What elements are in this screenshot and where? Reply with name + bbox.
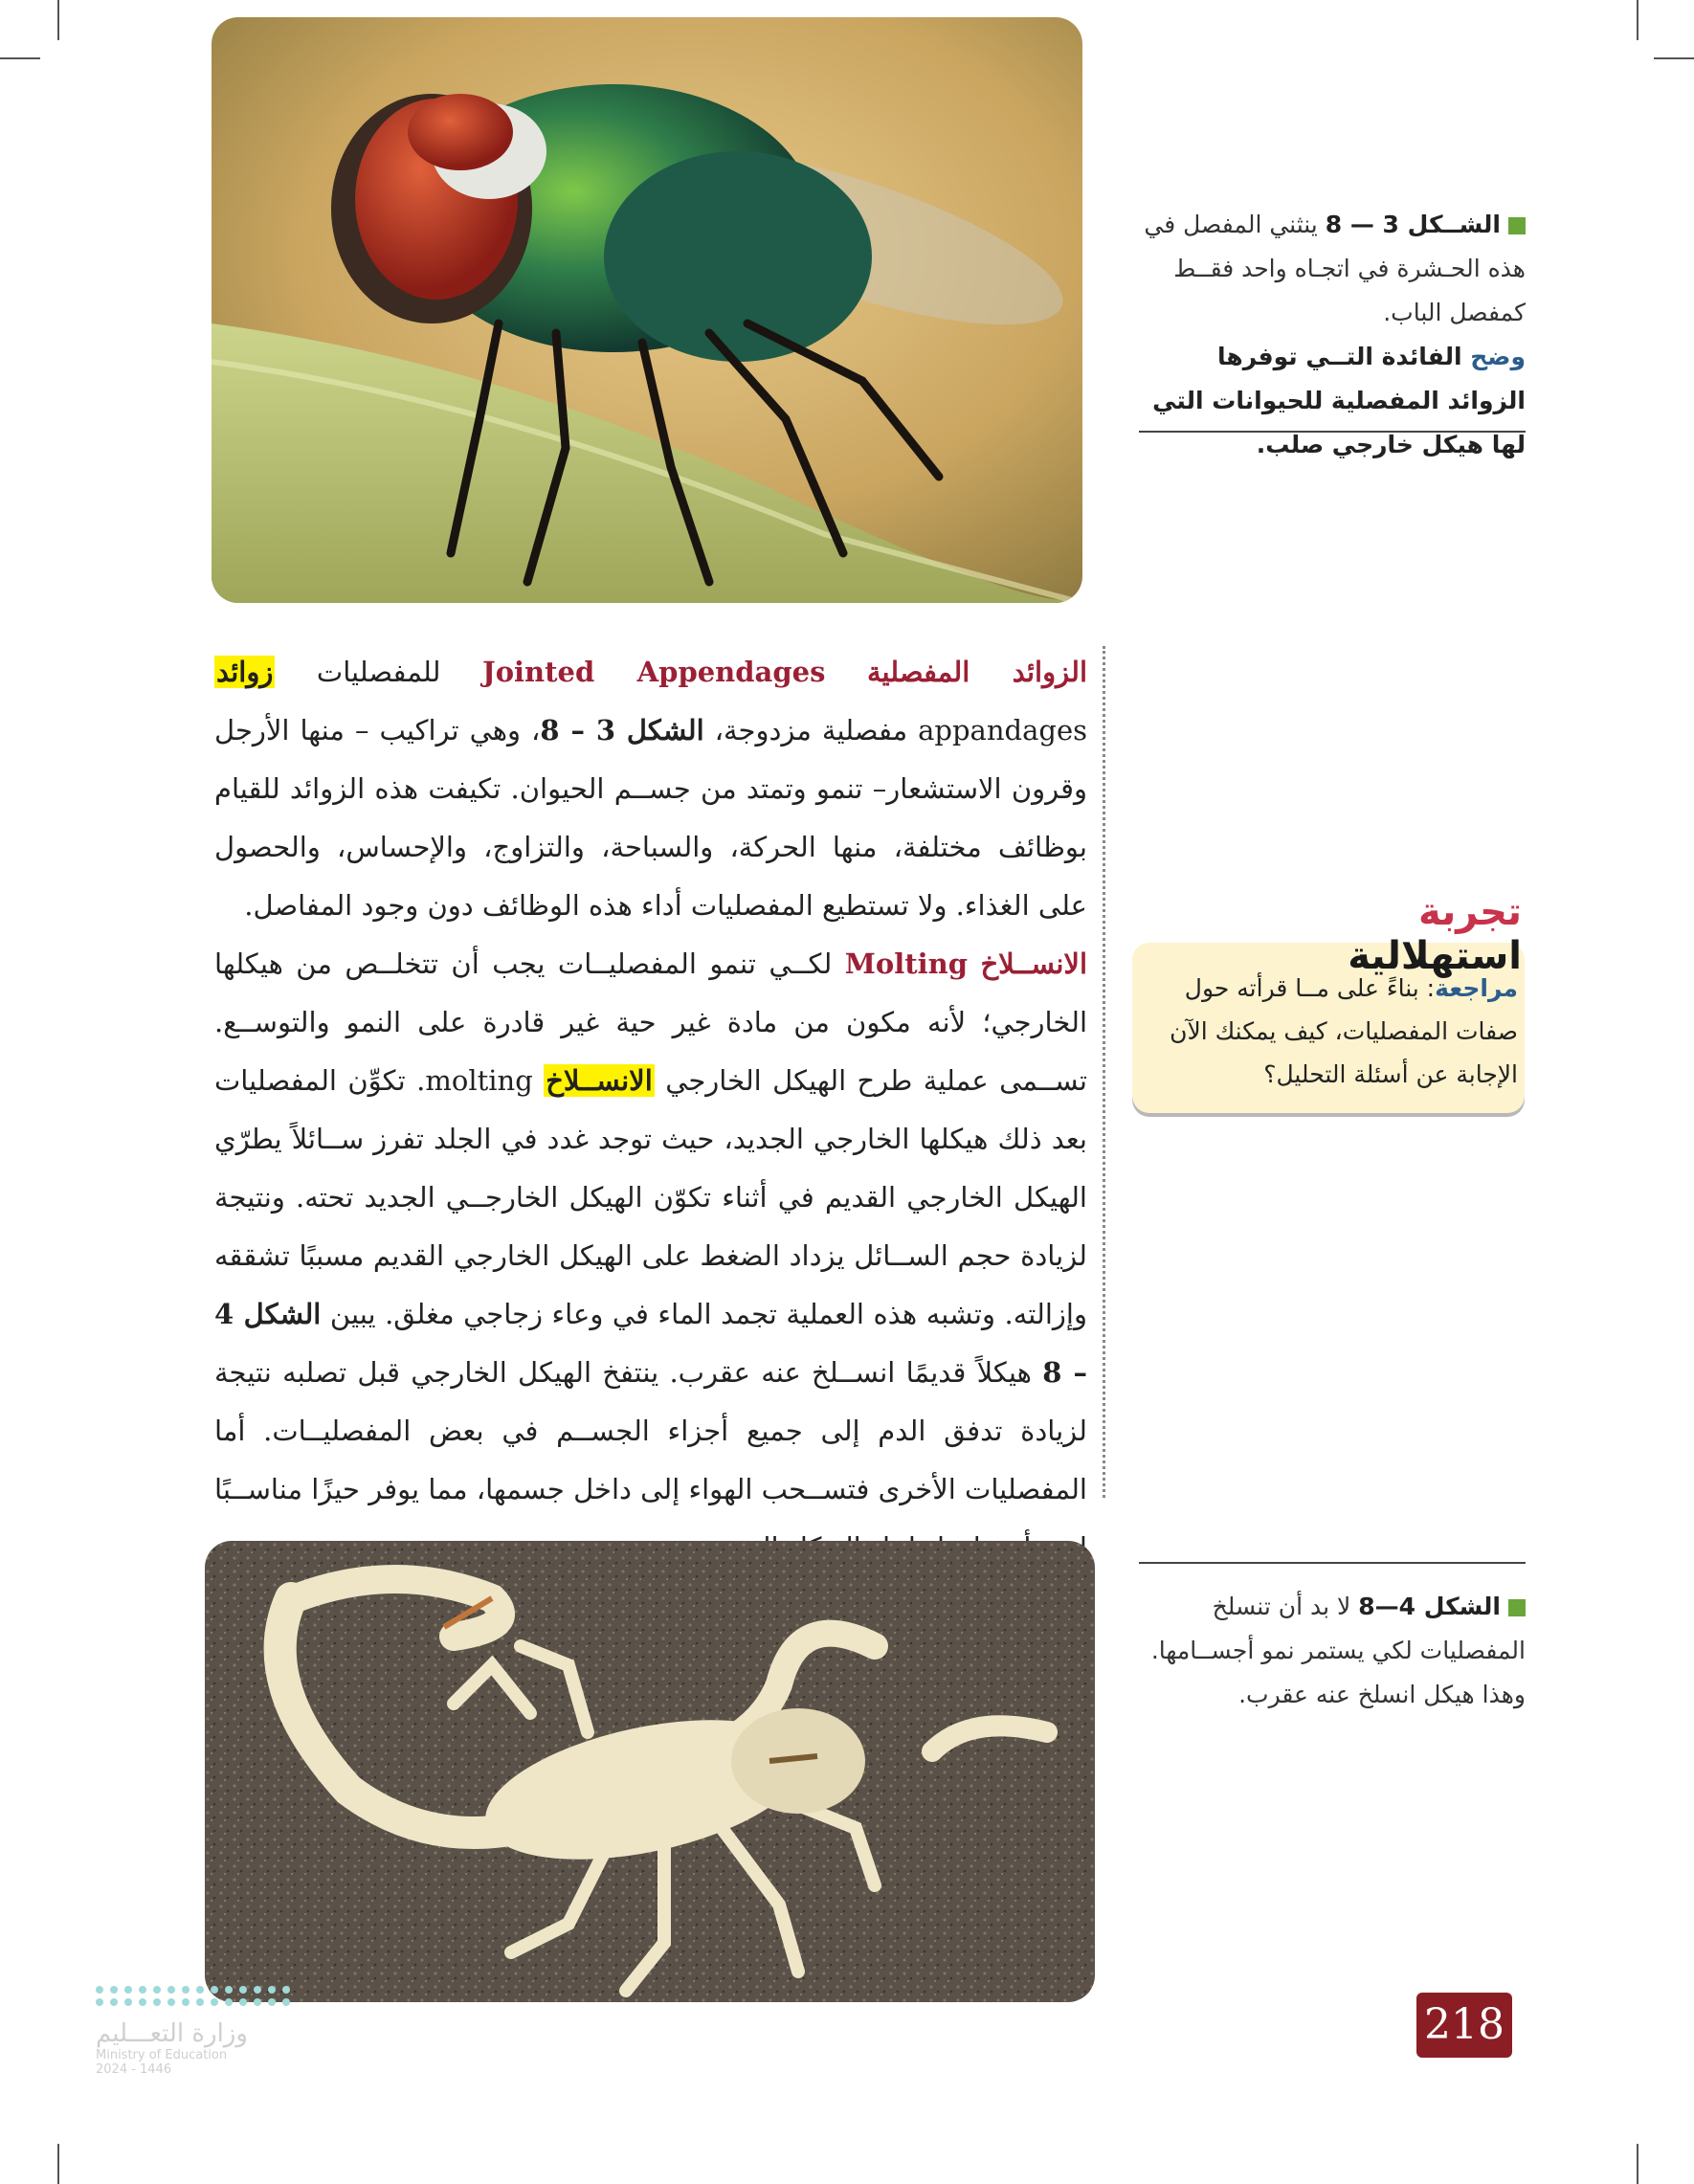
ministry-year: 2024 - 1446 [96, 2062, 172, 2077]
term-jointed-appendages-en: Jointed Appendages [481, 656, 826, 688]
crop-mark [1637, 2144, 1638, 2184]
experiment-title-part2: استهلالية [1348, 934, 1522, 978]
figure1-caption [1139, 203, 1526, 467]
experiment-title [1244, 890, 1522, 978]
figure1-label: الشــكل 3 — 8 [1325, 211, 1501, 238]
term-molting-ar: الانســلاخ [980, 947, 1088, 980]
caption-marker-icon [1508, 217, 1526, 234]
experiment-body: : بناءً على مــا قرأته حول صفات المفصليات، كيف يمكنك الآن الإجابة عن أسئلة التحليل؟ [1170, 974, 1518, 1088]
ministry-logo [96, 1986, 345, 2077]
logo-dots-icon [96, 1986, 345, 2006]
scorpion-photo [205, 1541, 1095, 2002]
term-molting-en: Molting [844, 947, 969, 980]
crop-mark [1654, 57, 1694, 59]
text-run: appandages مفصلية مزدوجة، [714, 714, 1087, 747]
highlight-appendages: زوائد [216, 656, 274, 688]
main-text [214, 643, 1087, 1577]
fly-photo [212, 17, 1082, 603]
page-number: 218 [1416, 1993, 1512, 2058]
figure2-text: لا بد أن تنسلخ المفصليات لكي يستمر نمو أجســامها. وهذا هيكل انسلخ عنه عقرب. [1150, 1593, 1526, 1708]
figure-ref: الشكل 4 – 8 [214, 1298, 1088, 1389]
experiment-title-part1: تجربة [1417, 890, 1522, 934]
paragraph-molting [214, 935, 1087, 1577]
figure2-label: الشكل 4—8 [1358, 1593, 1501, 1620]
text-run: للمفصليات [316, 656, 441, 688]
text-run: لكــي تنمو المفصليــات يجب أن تتخلــص من هيكلها الخارجي؛ لأنه مكون من مادة غير حية غير قادرة على النمو والتوســع. تســمى عملية طرح الهيكل الخارجي [214, 947, 1088, 1097]
term-jointed-appendages-ar: الزوائد المفصلية [866, 656, 1087, 688]
highlight-molting: الانســلاخ [546, 1064, 653, 1097]
caption-rule [1139, 431, 1526, 433]
text-run: ، وهي تراكيب – منها الأرجل وقرون الاستشعار– تنمو وتمتد من جســم الحيوان. تكيفت هذه الزوائد للقيام بوظائف مختلفة، منها الحركة، والسباحة، والتزاوج، والإحساس، والحصول على الغذاء. ولا تستطيع المفصليات أداء هذه الوظائف دون وجود المفاصل. [214, 714, 1087, 922]
figure2-caption [1139, 1585, 1526, 1717]
figure1-question-lead: وضح [1470, 343, 1526, 370]
experiment-lead: مراجعة [1435, 974, 1518, 1002]
crop-mark [0, 57, 40, 59]
text-run: molting. تكوِّن المفصليات بعد ذلك هيكلها الخارجي الجديد، حيث توجد غدد في الجلد تفرز ســائلاً يطرّي الهيكل الخارجي القديم في أثناء تكوّن الهيكل الخارجــي الجديد تحته. ونتيجة لزيادة حجم الســائل يزداد الضغط على الهيكل الخارجي القديم مسببًا تشققه وإزالته. وتشبه هذه العملية تجمد الماء في وعاء زجاجي مغلق. يبين [214, 1064, 1087, 1330]
column-divider [1103, 646, 1105, 1498]
crop-mark [1637, 0, 1638, 40]
figure-ref: الشكل 3 – 8 [540, 714, 704, 747]
figure1-question [1139, 335, 1526, 467]
caption-marker-icon [1508, 1599, 1526, 1616]
ministry-name-en: Ministry of Education [96, 2048, 228, 2062]
ministry-name-ar: وزارة التعـــليم [96, 2019, 248, 2048]
figure1-text: ينثني المفصل في هذه الحـشرة في اتجـاه واحد فقــط كمفصل الباب. [1144, 211, 1526, 326]
experiment-text [1139, 967, 1518, 1096]
paragraph-jointed-appendages [214, 643, 1087, 935]
figure1-question-text: الفائدة التــي توفرها الزوائد المفصلية للحيوانات التي لها هيكل خارجي صلب. [1152, 343, 1526, 458]
text-run: هيكلاً قديمًا انســلخ عنه عقرب. ينتفخ الهيكل الخارجي قبل تصلبه نتيجة لزيادة تدفق الدم إلى جميع أجزاء الجســم في بعض المفصليــات. أما المفصليات الأخرى فتســحب الهواء إلى داخل جسمها، مما يوفر حيزًا مناســبًا [214, 1356, 1087, 1505]
crop-mark [57, 0, 59, 40]
caption-rule [1139, 1562, 1526, 1564]
crop-mark [57, 2144, 59, 2184]
